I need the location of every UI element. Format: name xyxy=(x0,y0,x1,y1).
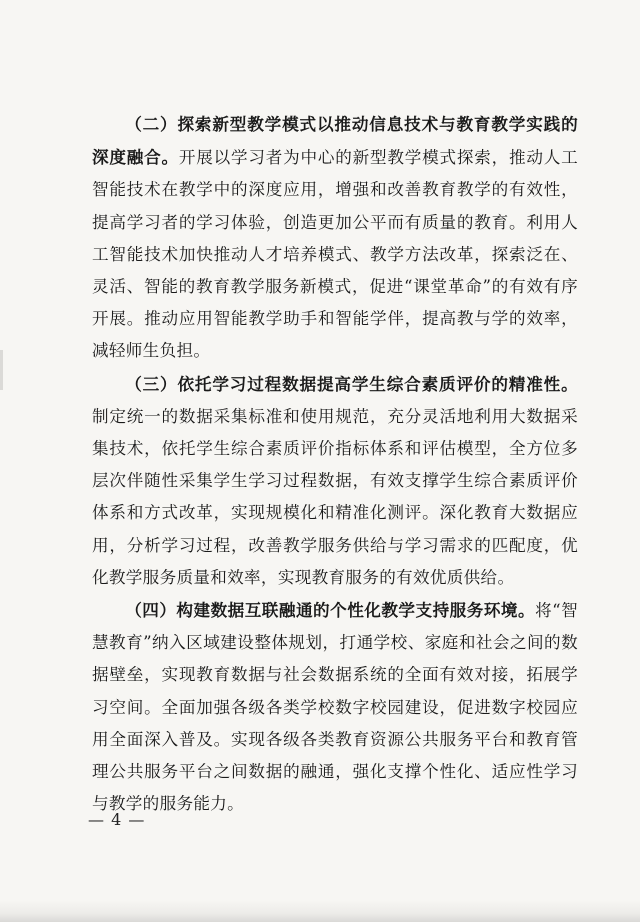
paragraph-3 xyxy=(92,368,578,594)
paragraph-3-heading: （三）依托学习过程数据提高学生综合素质评价的精准性。 xyxy=(125,373,578,394)
paragraph-4-body: 将“智慧教育”纳入区域建设整体规划，打通学校、家庭和社会之间的数据壁垒，实现教育数据与社会数据系统的全面有效对接，拓展学习空间。全面加强各级各类学校数字校园建设，促进数字校园应用全面深入普及。实现各级各类教育资源公共服务平台和教育管理公共服务平台之间数据的融通，强化支撑个性化、适应性学习与教学的服务能力。 xyxy=(92,601,579,814)
document-body xyxy=(92,108,578,820)
paragraph-4-heading: （四）构建数据互联融通的个性化教学支持服务环境。 xyxy=(125,600,536,621)
paragraph-2-body: 开展以学习者为中心的新型教学模式探索，推动人工智能技术在教学中的深度应用，增强和改善教育教学的有效性，提高学习者的学习体验，创造更加公平而有质量的教育。利用人工智能技术加快推动人才培养模式、教学方法改革，探索泛在、灵活、智能的教育教学服务新模式，促进“课堂革命”的有效有序开展。推动应用智能教学助手和智能学伴，提高教与学的效率，减轻师生负担。 xyxy=(92,148,578,361)
paragraph-4 xyxy=(92,594,578,820)
paragraph-2 xyxy=(92,108,578,368)
page-number: — 4 — xyxy=(88,810,146,829)
paragraph-2-heading: （二）探索新型教学模式以推动信息技术与教育教学实践的深度融合。 xyxy=(92,114,578,168)
scan-edge-mark xyxy=(0,350,3,390)
paragraph-3-body: 制定统一的数据采集标准和使用规范，充分灵活地利用大数据采集技术，依托学生综合素质评价指标体系和评估模型，全方位多层次伴随性采集学生学习过程数据，有效支撑学生综合素质评价体系和方式改革，实现规模化和精准化测评。深化教育大数据应用，分析学习过程，改善教学服务供给与学习需求的匹配度，优化教学服务质量和效率，实现教育服务的有效优质供给。 xyxy=(92,406,578,587)
scan-bottom-shadow xyxy=(0,900,640,922)
